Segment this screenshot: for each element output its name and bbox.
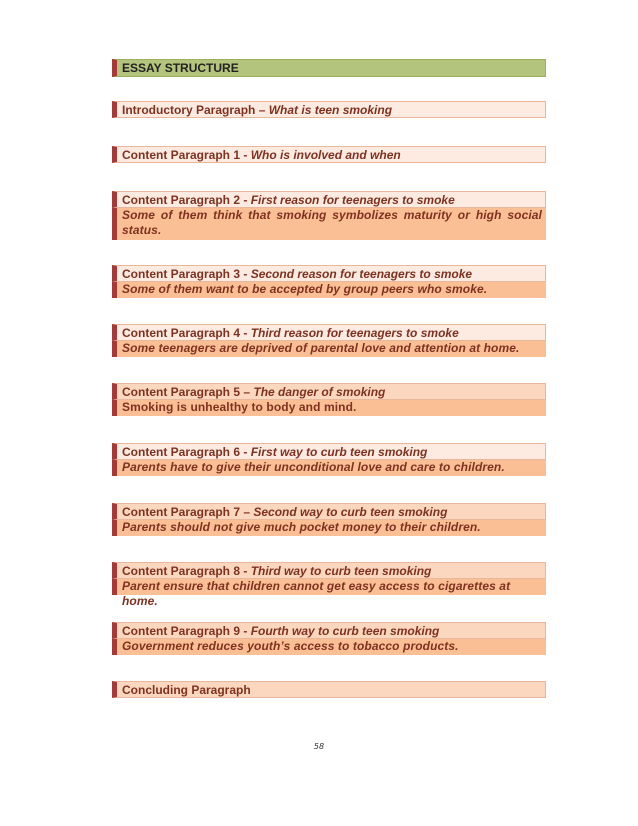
section-label: Content Paragraph 2 - bbox=[122, 193, 251, 207]
concluding-paragraph-block bbox=[112, 681, 546, 698]
section-label: Content Paragraph 6 - bbox=[122, 445, 251, 459]
content-paragraph-8-detail: Parent ensure that children cannot get easy access to cigarettes at home. bbox=[112, 579, 546, 595]
section-label: Content Paragraph 7 – bbox=[122, 505, 254, 519]
content-paragraph-1-block bbox=[112, 146, 546, 163]
section-topic: Fourth way to curb teen smoking bbox=[250, 624, 440, 638]
section-topic: First reason for teenagers to smoke bbox=[250, 193, 455, 207]
section-topic: Second reason for teenagers to smoke bbox=[250, 267, 473, 281]
essay-structure-title: ESSAY STRUCTURE bbox=[112, 59, 546, 77]
intro-paragraph-header bbox=[112, 101, 546, 118]
detail-line-2: status. bbox=[122, 223, 162, 237]
detail-line-1: Some of them think that smoking symbolizes maturity or high social bbox=[122, 208, 542, 222]
content-paragraph-6-block bbox=[112, 443, 546, 476]
content-paragraph-7-detail: Parents should not give much pocket money to their children. bbox=[112, 520, 546, 536]
content-paragraph-5-header bbox=[112, 383, 546, 400]
section-topic: Third reason for teenagers to smoke bbox=[250, 326, 459, 340]
section-label: Content Paragraph 1 - bbox=[122, 148, 251, 162]
content-paragraph-3-header bbox=[112, 265, 546, 282]
content-paragraph-9-detail: Government reduces youth’s access to tobacco products. bbox=[112, 639, 546, 655]
content-paragraph-4-detail: Some teenagers are deprived of parental love and attention at home. bbox=[112, 341, 546, 357]
content-paragraph-2-detail bbox=[112, 208, 546, 240]
content-paragraph-4-header bbox=[112, 324, 546, 341]
section-label: Content Paragraph 4 - bbox=[122, 326, 251, 340]
section-label: Content Paragraph 3 - bbox=[122, 267, 251, 281]
content-paragraph-2-header bbox=[112, 191, 546, 208]
content-paragraph-1-header bbox=[112, 146, 546, 163]
section-topic: Third way to curb teen smoking bbox=[250, 564, 432, 578]
content-paragraph-7-block bbox=[112, 503, 546, 536]
content-paragraph-9-header bbox=[112, 622, 546, 639]
section-label: Content Paragraph 9 - bbox=[122, 624, 251, 638]
section-topic: What is teen smoking bbox=[268, 103, 393, 117]
content-paragraph-3-block bbox=[112, 265, 546, 298]
section-topic: Who is involved and when bbox=[250, 148, 401, 162]
essay-structure-title-block bbox=[112, 59, 546, 77]
section-label: Concluding Paragraph bbox=[122, 683, 251, 697]
page-number: 58 bbox=[313, 742, 325, 751]
content-paragraph-2-block bbox=[112, 191, 546, 240]
concluding-paragraph-header bbox=[112, 681, 546, 698]
content-paragraph-5-detail: Smoking is unhealthy to body and mind. bbox=[112, 400, 546, 416]
content-paragraph-6-detail: Parents have to give their unconditional love and care to children. bbox=[112, 460, 546, 476]
content-paragraph-3-detail: Some of them want to be accepted by group peers who smoke. bbox=[112, 282, 546, 298]
intro-paragraph-block bbox=[112, 101, 546, 118]
section-topic: First way to curb teen smoking bbox=[250, 445, 428, 459]
content-paragraph-6-header bbox=[112, 443, 546, 460]
content-paragraph-8-block bbox=[112, 562, 546, 608]
section-label: Introductory Paragraph – bbox=[122, 103, 269, 117]
section-topic: Second way to curb teen smoking bbox=[253, 505, 448, 519]
content-paragraph-4-block bbox=[112, 324, 546, 357]
section-label: Content Paragraph 5 – bbox=[122, 385, 254, 399]
content-paragraph-5-block bbox=[112, 383, 546, 416]
section-topic: The danger of smoking bbox=[253, 385, 386, 399]
content-paragraph-9-block bbox=[112, 622, 546, 655]
section-label: Content Paragraph 8 - bbox=[122, 564, 251, 578]
content-paragraph-8-header bbox=[112, 562, 546, 579]
content-paragraph-7-header bbox=[112, 503, 546, 520]
